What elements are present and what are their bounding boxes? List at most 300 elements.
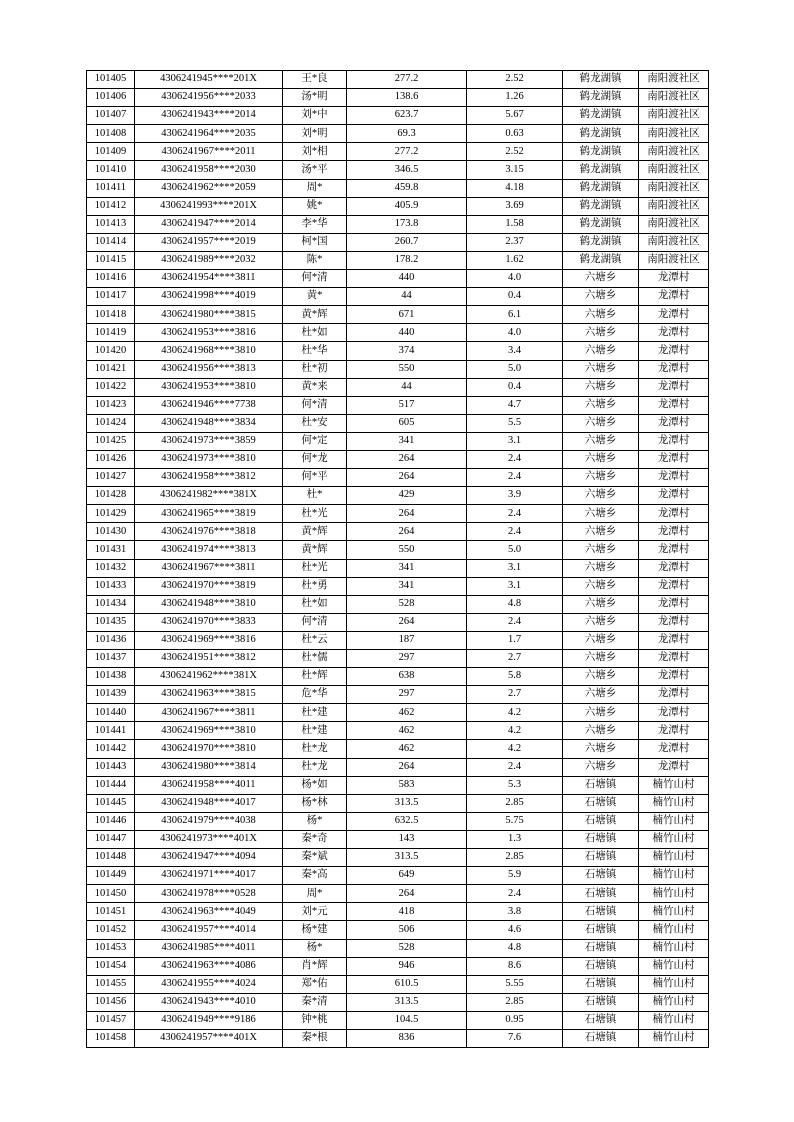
table-cell: 六塘乡 (563, 432, 639, 450)
table-cell: 101416 (87, 270, 135, 288)
table-cell: 4306241963****3815 (135, 686, 283, 704)
table-cell: 4306241957****4014 (135, 921, 283, 939)
table-cell: 六塘乡 (563, 704, 639, 722)
table-cell: 六塘乡 (563, 758, 639, 776)
table-cell: 鹤龙湖镇 (563, 215, 639, 233)
table-row (87, 686, 709, 704)
table-cell: 101437 (87, 650, 135, 668)
table-cell: 楠竹山村 (639, 867, 709, 885)
table-cell: 4306241973****401X (135, 830, 283, 848)
table-cell: 101433 (87, 577, 135, 595)
table-cell: 龙潭村 (639, 270, 709, 288)
table-cell: 石塘镇 (563, 1029, 639, 1047)
table-cell: 4306241970****3833 (135, 613, 283, 631)
table-cell: 4.6 (467, 921, 563, 939)
table-cell: 101455 (87, 975, 135, 993)
table-row (87, 939, 709, 957)
table-cell: 南阳渡社区 (639, 125, 709, 143)
table-cell: 101427 (87, 469, 135, 487)
table-row (87, 487, 709, 505)
table-cell: 龙潭村 (639, 758, 709, 776)
table-cell: 4306241993****201X (135, 197, 283, 215)
table-cell: 583 (347, 776, 467, 794)
table-cell: 4306241980****3815 (135, 306, 283, 324)
table-cell: 610.5 (347, 975, 467, 993)
table-cell: 龙潭村 (639, 668, 709, 686)
table-cell: 黄* (283, 288, 347, 306)
table-cell: 178.2 (347, 251, 467, 269)
table-cell: 101448 (87, 849, 135, 867)
table-cell: 4306241962****2059 (135, 179, 283, 197)
table-cell: 101439 (87, 686, 135, 704)
table-cell: 4306241982****381X (135, 487, 283, 505)
table-cell: 638 (347, 668, 467, 686)
table-cell: 龙潭村 (639, 342, 709, 360)
table-cell: 4306241980****3814 (135, 758, 283, 776)
table-cell: 石塘镇 (563, 903, 639, 921)
table-cell: 405.9 (347, 197, 467, 215)
table-cell: 秦*斌 (283, 849, 347, 867)
table-cell: 101428 (87, 487, 135, 505)
table-cell: 4306241949****9186 (135, 1011, 283, 1029)
table-cell: 277.2 (347, 143, 467, 161)
table-row (87, 396, 709, 414)
table-cell: 101414 (87, 233, 135, 251)
table-cell: 0.63 (467, 125, 563, 143)
table-row (87, 903, 709, 921)
table-cell: 313.5 (347, 993, 467, 1011)
table-cell: 何*定 (283, 432, 347, 450)
table-cell: 杜*建 (283, 704, 347, 722)
table-cell: 101415 (87, 251, 135, 269)
table-cell: 六塘乡 (563, 577, 639, 595)
table-cell: 1.26 (467, 89, 563, 107)
table-cell: 龙潭村 (639, 631, 709, 649)
table-cell: 六塘乡 (563, 631, 639, 649)
table-cell: 六塘乡 (563, 450, 639, 468)
table-cell: 138.6 (347, 89, 467, 107)
table-row (87, 342, 709, 360)
table-cell: 101449 (87, 867, 135, 885)
table-cell: 六塘乡 (563, 541, 639, 559)
table-cell: 5.67 (467, 107, 563, 125)
table-cell: 173.8 (347, 215, 467, 233)
table-cell: 何*清 (283, 396, 347, 414)
table-cell: 楠竹山村 (639, 1029, 709, 1047)
records-table (86, 70, 709, 1048)
table-cell: 鹤龙湖镇 (563, 233, 639, 251)
table-cell: 101432 (87, 559, 135, 577)
table-cell: 南阳渡社区 (639, 179, 709, 197)
table-cell: 危*华 (283, 686, 347, 704)
table-cell: 101457 (87, 1011, 135, 1029)
table-cell: 4306241963****4049 (135, 903, 283, 921)
table-cell: 101424 (87, 414, 135, 432)
table-cell: 柯*国 (283, 233, 347, 251)
table-cell: 陈* (283, 251, 347, 269)
table-cell: 龙潭村 (639, 360, 709, 378)
table-cell: 4306241943****4010 (135, 993, 283, 1011)
table-cell: 王*良 (283, 71, 347, 89)
table-cell: 秦*奇 (283, 830, 347, 848)
table-cell: 101458 (87, 1029, 135, 1047)
table-cell: 龙潭村 (639, 505, 709, 523)
table-cell: 楠竹山村 (639, 794, 709, 812)
table-cell: 101435 (87, 613, 135, 631)
table-cell: 277.2 (347, 71, 467, 89)
table-cell: 六塘乡 (563, 595, 639, 613)
table-cell: 313.5 (347, 794, 467, 812)
table-cell: 2.4 (467, 885, 563, 903)
table-cell: 鹤龙湖镇 (563, 197, 639, 215)
table-cell: 杜*华 (283, 342, 347, 360)
table-cell: 1.58 (467, 215, 563, 233)
table-cell: 1.3 (467, 830, 563, 848)
table-cell: 4306241953****3810 (135, 378, 283, 396)
table-cell: 4306241947****4094 (135, 849, 283, 867)
table-cell: 101405 (87, 71, 135, 89)
table-cell: 4306241958****3812 (135, 469, 283, 487)
table-cell: 黄*辉 (283, 523, 347, 541)
table-cell: 龙潭村 (639, 396, 709, 414)
table-cell: 龙潭村 (639, 722, 709, 740)
table-cell: 龙潭村 (639, 740, 709, 758)
table-row (87, 885, 709, 903)
table-cell: 101444 (87, 776, 135, 794)
table-cell: 4306241969****3810 (135, 722, 283, 740)
table-cell: 101422 (87, 378, 135, 396)
table-cell: 4306241947****2014 (135, 215, 283, 233)
table-cell: 4306241963****4086 (135, 957, 283, 975)
table-cell: 李*华 (283, 215, 347, 233)
table-cell: 101413 (87, 215, 135, 233)
table-cell: 钟*桃 (283, 1011, 347, 1029)
table-row (87, 975, 709, 993)
table-cell: 龙潭村 (639, 650, 709, 668)
table-cell: 374 (347, 342, 467, 360)
table-cell: 楠竹山村 (639, 830, 709, 848)
table-cell: 杜*光 (283, 505, 347, 523)
table-cell: 2.4 (467, 523, 563, 541)
table-cell: 周* (283, 179, 347, 197)
table-cell: 2.7 (467, 686, 563, 704)
table-row (87, 505, 709, 523)
table-cell: 龙潭村 (639, 577, 709, 595)
table-cell: 5.0 (467, 541, 563, 559)
table-cell: 龙潭村 (639, 613, 709, 631)
table-cell: 632.5 (347, 812, 467, 830)
table-cell: 101410 (87, 161, 135, 179)
table-cell: 龙潭村 (639, 414, 709, 432)
table-cell: 龙潭村 (639, 523, 709, 541)
table-cell: 4306241967****3811 (135, 704, 283, 722)
table-cell: 六塘乡 (563, 523, 639, 541)
table-cell: 杜*建 (283, 722, 347, 740)
table-cell: 杜*云 (283, 631, 347, 649)
table-cell: 5.75 (467, 812, 563, 830)
table-row (87, 360, 709, 378)
table-cell: 101431 (87, 541, 135, 559)
table-cell: 龙潭村 (639, 306, 709, 324)
table-cell: 鹤龙湖镇 (563, 251, 639, 269)
table-cell: 楠竹山村 (639, 812, 709, 830)
table-cell: 0.4 (467, 378, 563, 396)
table-cell: 187 (347, 631, 467, 649)
table-cell: 297 (347, 650, 467, 668)
table-cell: 龙潭村 (639, 559, 709, 577)
table-cell: 杜*如 (283, 324, 347, 342)
table-row (87, 215, 709, 233)
table-cell: 龙潭村 (639, 704, 709, 722)
table-cell: 杜*初 (283, 360, 347, 378)
table-cell: 六塘乡 (563, 324, 639, 342)
table-row (87, 523, 709, 541)
table-cell: 3.1 (467, 577, 563, 595)
table-cell: 4306241962****381X (135, 668, 283, 686)
table-cell: 101429 (87, 505, 135, 523)
table-cell: 101417 (87, 288, 135, 306)
table-cell: 264 (347, 613, 467, 631)
table-row (87, 469, 709, 487)
table-cell: 黄*辉 (283, 306, 347, 324)
table-cell: 4306241967****2011 (135, 143, 283, 161)
table-cell: 101454 (87, 957, 135, 975)
table-cell: 楠竹山村 (639, 849, 709, 867)
table-row (87, 288, 709, 306)
table-row (87, 378, 709, 396)
table-cell: 4.2 (467, 704, 563, 722)
table-cell: 313.5 (347, 849, 467, 867)
table-cell: 姚* (283, 197, 347, 215)
table-cell: 671 (347, 306, 467, 324)
table-cell: 506 (347, 921, 467, 939)
table-cell: 1.62 (467, 251, 563, 269)
table-cell: 1.7 (467, 631, 563, 649)
table-cell: 5.55 (467, 975, 563, 993)
table-cell: 4306241970****3810 (135, 740, 283, 758)
table-cell: 杨* (283, 939, 347, 957)
table-cell: 石塘镇 (563, 975, 639, 993)
table-row (87, 414, 709, 432)
table-cell: 101408 (87, 125, 135, 143)
table-cell: 南阳渡社区 (639, 89, 709, 107)
table-row (87, 432, 709, 450)
table-cell: 石塘镇 (563, 921, 639, 939)
table-cell: 7.6 (467, 1029, 563, 1047)
table-row (87, 921, 709, 939)
table-cell: 346.5 (347, 161, 467, 179)
table-row (87, 251, 709, 269)
table-cell: 南阳渡社区 (639, 215, 709, 233)
table-cell: 5.5 (467, 414, 563, 432)
table-cell: 南阳渡社区 (639, 197, 709, 215)
table-cell: 2.4 (467, 758, 563, 776)
table-cell: 六塘乡 (563, 360, 639, 378)
table-cell: 264 (347, 469, 467, 487)
table-cell: 4306241973****3810 (135, 450, 283, 468)
table-cell: 刘*相 (283, 143, 347, 161)
table-row (87, 867, 709, 885)
table-cell: 44 (347, 288, 467, 306)
table-cell: 石塘镇 (563, 849, 639, 867)
table-cell: 六塘乡 (563, 306, 639, 324)
table-cell: 南阳渡社区 (639, 107, 709, 125)
table-cell: 44 (347, 378, 467, 396)
table-row (87, 450, 709, 468)
table-cell: 101434 (87, 595, 135, 613)
table-cell: 刘*中 (283, 107, 347, 125)
table-cell: 341 (347, 577, 467, 595)
table-cell: 101425 (87, 432, 135, 450)
table-cell: 101420 (87, 342, 135, 360)
table-cell: 4306241998****4019 (135, 288, 283, 306)
table-cell: 何*龙 (283, 450, 347, 468)
table-row (87, 613, 709, 631)
table-cell: 4306241957****401X (135, 1029, 283, 1047)
table-row (87, 107, 709, 125)
table-cell: 3.1 (467, 432, 563, 450)
table-cell: 101436 (87, 631, 135, 649)
table-row (87, 270, 709, 288)
table-cell: 4306241978****0528 (135, 885, 283, 903)
table-cell: 楠竹山村 (639, 939, 709, 957)
table-cell: 4.7 (467, 396, 563, 414)
table-cell: 龙潭村 (639, 595, 709, 613)
table-cell: 101442 (87, 740, 135, 758)
table-cell: 郑*佑 (283, 975, 347, 993)
table-cell: 605 (347, 414, 467, 432)
table-row (87, 650, 709, 668)
table-cell: 刘*明 (283, 125, 347, 143)
table-cell: 550 (347, 360, 467, 378)
table-cell: 4306241954****3811 (135, 270, 283, 288)
table-cell: 528 (347, 939, 467, 957)
table-cell: 4306241946****7738 (135, 396, 283, 414)
table-cell: 杜*龙 (283, 740, 347, 758)
table-cell: 264 (347, 450, 467, 468)
table-cell: 5.8 (467, 668, 563, 686)
table-cell: 4306241948****3810 (135, 595, 283, 613)
table-cell: 4306241957****2019 (135, 233, 283, 251)
table-cell: 101423 (87, 396, 135, 414)
table-cell: 龙潭村 (639, 541, 709, 559)
table-cell: 石塘镇 (563, 776, 639, 794)
table-cell: 4306241979****4038 (135, 812, 283, 830)
table-cell: 2.52 (467, 143, 563, 161)
table-cell: 4.0 (467, 324, 563, 342)
table-cell: 4.18 (467, 179, 563, 197)
table-row (87, 1029, 709, 1047)
table-cell: 六塘乡 (563, 613, 639, 631)
table-cell: 4.0 (467, 270, 563, 288)
table-cell: 101453 (87, 939, 135, 957)
table-cell: 六塘乡 (563, 270, 639, 288)
table-cell: 石塘镇 (563, 993, 639, 1011)
table-row (87, 722, 709, 740)
table-cell: 2.85 (467, 993, 563, 1011)
table-cell: 3.69 (467, 197, 563, 215)
table-cell: 石塘镇 (563, 794, 639, 812)
table-row (87, 776, 709, 794)
table-cell: 六塘乡 (563, 559, 639, 577)
table-cell: 龙潭村 (639, 432, 709, 450)
table-cell: 462 (347, 704, 467, 722)
table-cell: 459.8 (347, 179, 467, 197)
table-cell: 龙潭村 (639, 469, 709, 487)
table-cell: 4306241989****2032 (135, 251, 283, 269)
table-cell: 4306241965****3819 (135, 505, 283, 523)
table-cell: 杜*勇 (283, 577, 347, 595)
table-cell: 429 (347, 487, 467, 505)
table-cell: 143 (347, 830, 467, 848)
table-cell: 104.5 (347, 1011, 467, 1029)
table-cell: 石塘镇 (563, 1011, 639, 1029)
table-cell: 六塘乡 (563, 668, 639, 686)
table-cell: 101446 (87, 812, 135, 830)
table-cell: 462 (347, 722, 467, 740)
table-cell: 南阳渡社区 (639, 161, 709, 179)
records-tbody (87, 71, 709, 1048)
table-row (87, 71, 709, 89)
table-row (87, 993, 709, 1011)
table-cell: 杜*辉 (283, 668, 347, 686)
table-row (87, 849, 709, 867)
table-cell: 4306241943****2014 (135, 107, 283, 125)
table-cell: 石塘镇 (563, 830, 639, 848)
table-cell: 4306241955****4024 (135, 975, 283, 993)
table-cell: 何*平 (283, 469, 347, 487)
table-cell: 龙潭村 (639, 686, 709, 704)
table-cell: 101430 (87, 523, 135, 541)
table-cell: 4306241976****3818 (135, 523, 283, 541)
table-cell: 101451 (87, 903, 135, 921)
table-cell: 4.2 (467, 722, 563, 740)
table-cell: 101407 (87, 107, 135, 125)
table-cell: 六塘乡 (563, 505, 639, 523)
table-cell: 101440 (87, 704, 135, 722)
table-cell: 4306241974****3813 (135, 541, 283, 559)
table-cell: 杜*如 (283, 595, 347, 613)
table-cell: 石塘镇 (563, 867, 639, 885)
table-cell: 6.1 (467, 306, 563, 324)
table-cell: 六塘乡 (563, 469, 639, 487)
table-row (87, 668, 709, 686)
table-cell: 4306241967****3811 (135, 559, 283, 577)
table-cell: 杨*建 (283, 921, 347, 939)
table-cell: 何*清 (283, 613, 347, 631)
table-cell: 南阳渡社区 (639, 233, 709, 251)
table-cell: 101421 (87, 360, 135, 378)
table-cell: 杜*光 (283, 559, 347, 577)
table-cell: 石塘镇 (563, 812, 639, 830)
table-cell: 楠竹山村 (639, 885, 709, 903)
table-cell: 462 (347, 740, 467, 758)
table-cell: 440 (347, 270, 467, 288)
table-cell: 517 (347, 396, 467, 414)
table-cell: 4306241973****3859 (135, 432, 283, 450)
table-cell: 杨*林 (283, 794, 347, 812)
table-cell: 946 (347, 957, 467, 975)
table-cell: 楠竹山村 (639, 903, 709, 921)
table-row (87, 830, 709, 848)
table-cell: 鹤龙湖镇 (563, 143, 639, 161)
table-cell: 0.4 (467, 288, 563, 306)
table-cell: 鹤龙湖镇 (563, 179, 639, 197)
table-cell: 黄*辉 (283, 541, 347, 559)
table-cell: 刘*元 (283, 903, 347, 921)
table-cell: 六塘乡 (563, 414, 639, 432)
table-cell: 101441 (87, 722, 135, 740)
